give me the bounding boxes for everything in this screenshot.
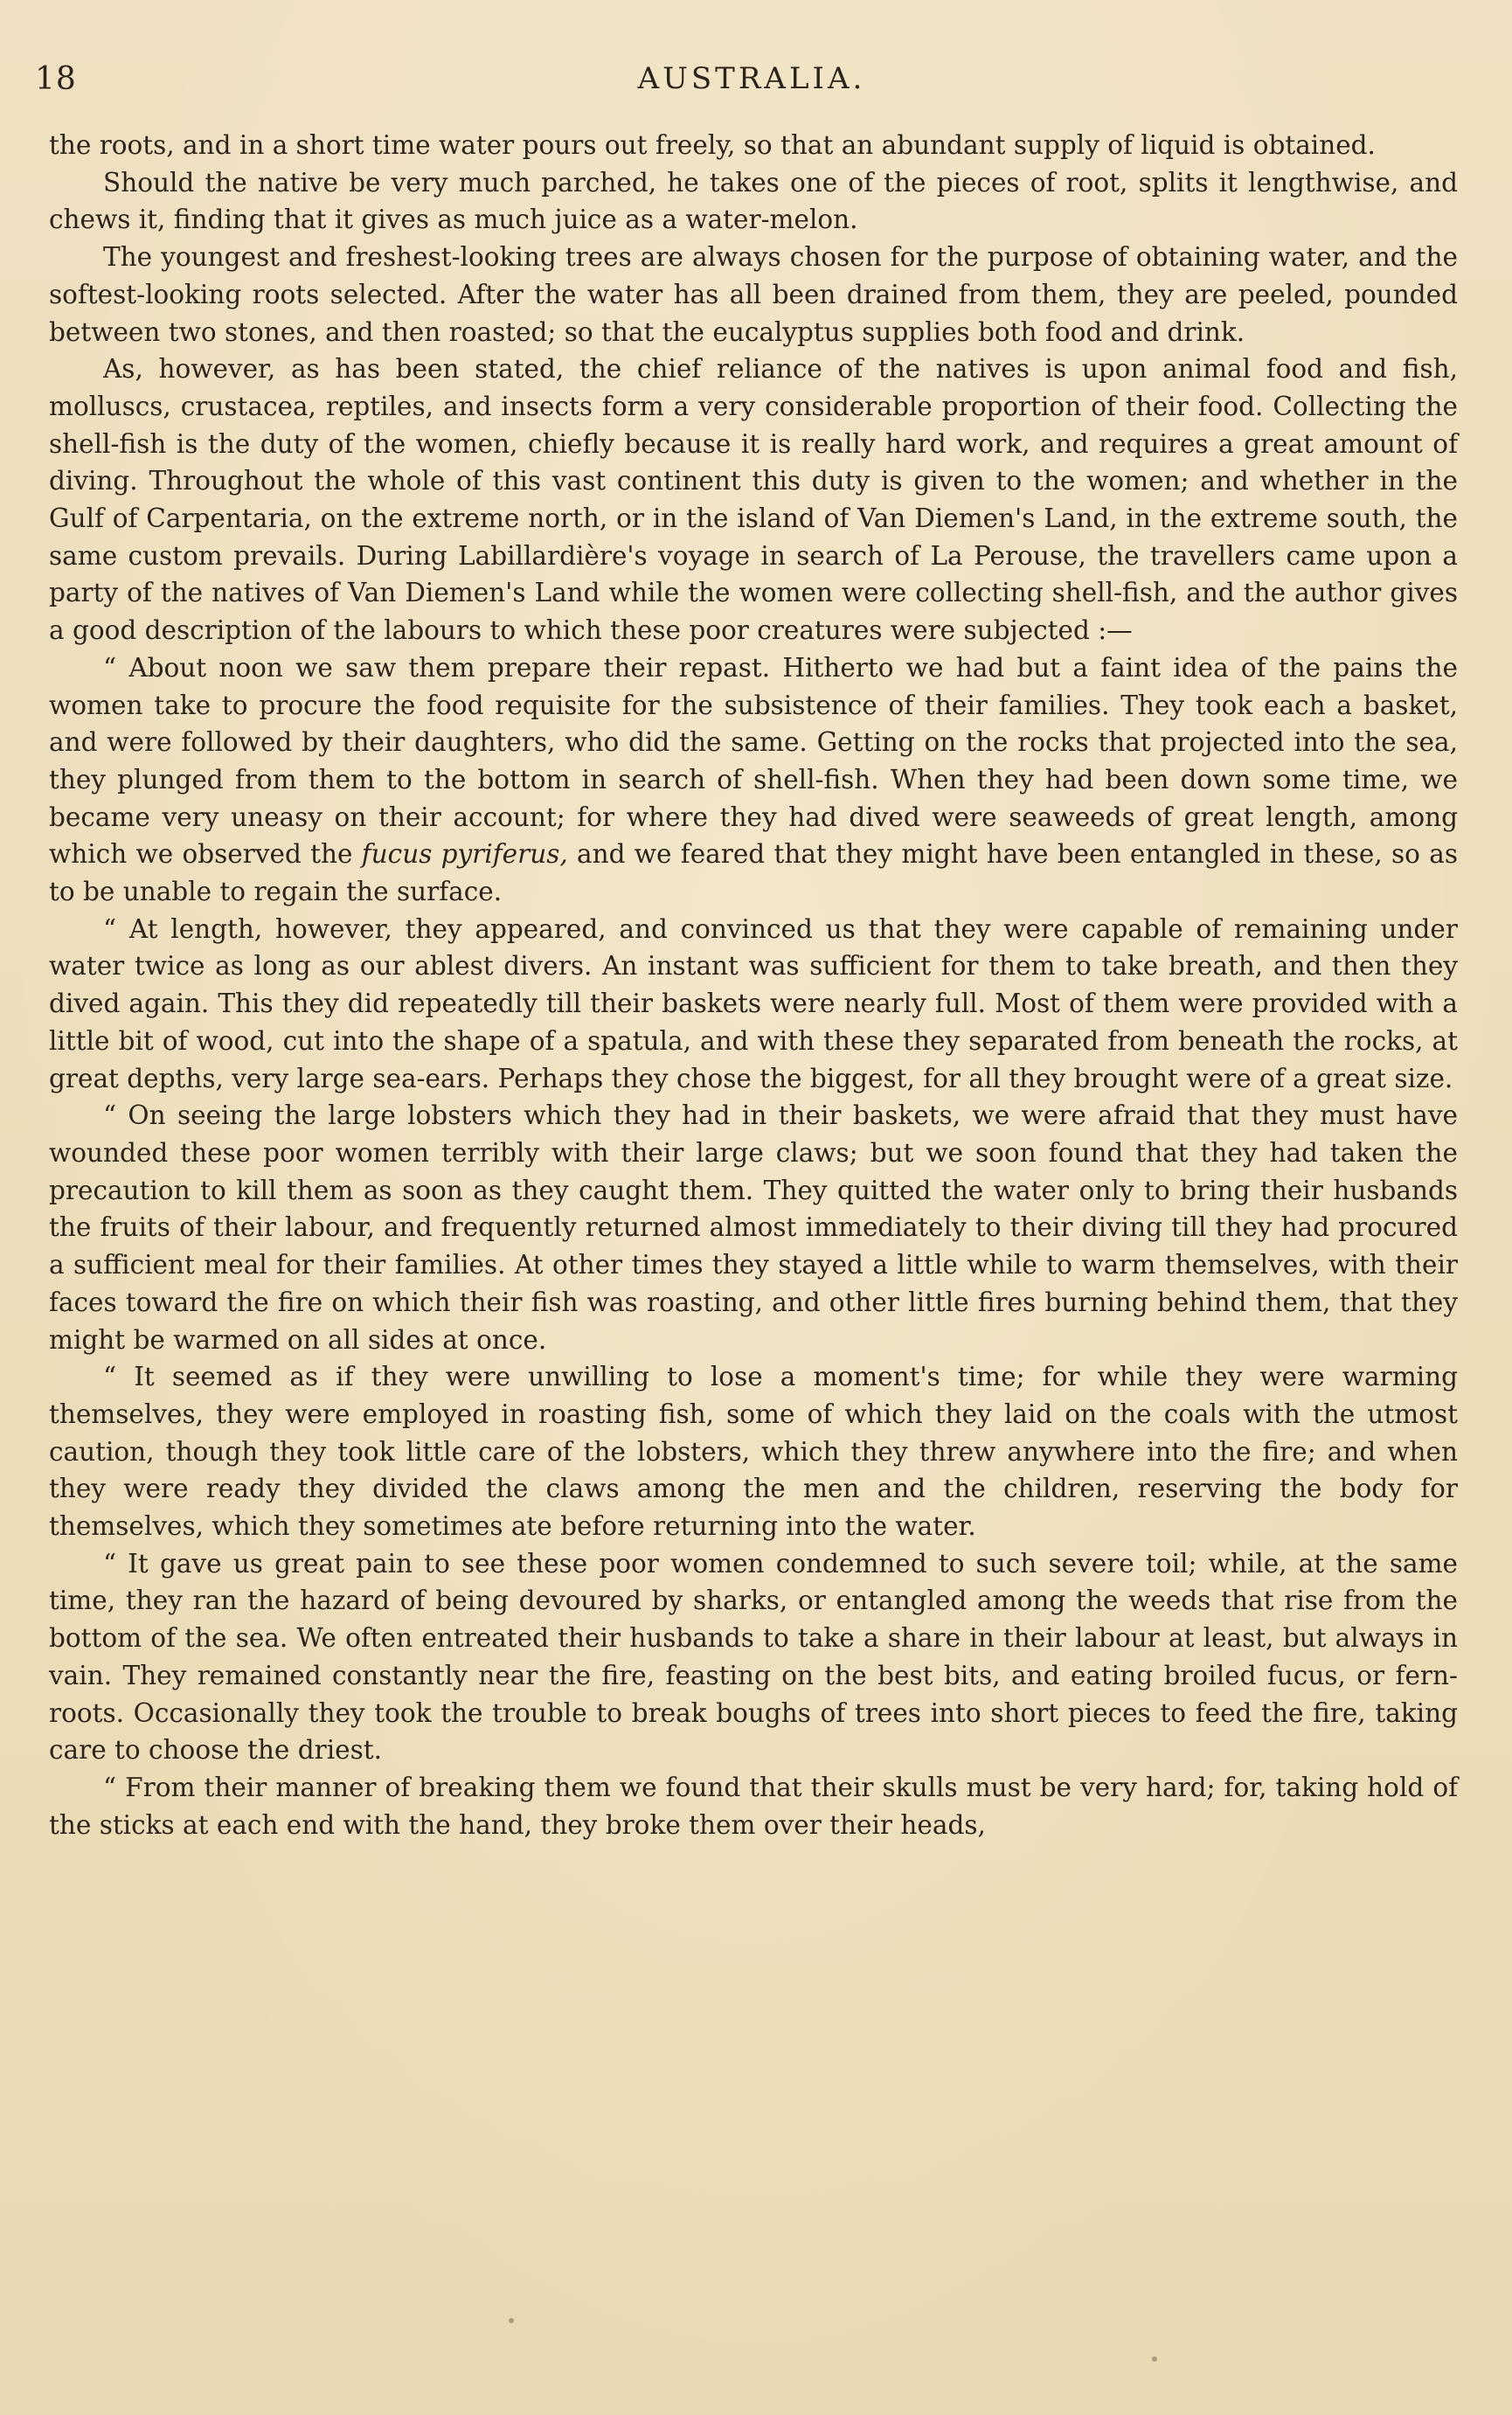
- running-title: AUSTRALIA.: [637, 61, 866, 96]
- species-name: fucus pyriferus,: [361, 839, 568, 870]
- quoted-paragraph: “ It gave us great pain to see these poor women condemned to such severe toil; while, at the same time, they ran the hazard of being devoured by sharks, or entangled among the weeds that rise from the bottom of the sea. We often entreated their husbands to take a share in their labour at least, but always in vain. They remained constantly near the fire, feasting on the best bits, and eating broiled fucus, or fern-roots. Occasionally they took the trouble to break boughs of trees into short pieces to feed the fire, taking care to choose the driest.: [49, 1548, 1458, 1766]
- paragraph: As, however, as has been stated, the chief reliance of the natives is upon animal food and fish, molluscs, crustacea, reptiles, and insects form a very considerable proportion of their food. Collecting the shell-fish is the duty of the women, chiefly because it is really hard work, and requires a great amount of diving. Throughout the whole of this vast continent this duty is given to the women; and whether in the Gulf of Carpentaria, on the extreme north, or in the island of Van Diemen's Land, in the extreme south, the same custom prevails. During Labillardière's voyage in search of La Perouse, the travellers came upon a party of the natives of Van Diemen's Land while the women were collecting shell-fish, and the author gives a good description of the labours to which these poor creatures were subjected :—: [49, 354, 1458, 646]
- quoted-paragraph: “ It seemed as if they were unwilling to lose a moment's time; for while they were warming themselves, they were employed in roasting fish, some of which they laid on the coals with the utmost caution, though they took little care of the lobsters, which they threw anywhere into the fire; and when they were ready they divided the claws among the men and the children, reserving the body for themselves, which they sometimes ate before returning into the water.: [49, 1362, 1458, 1542]
- paper-speck: [509, 2318, 514, 2323]
- quoted-paragraph: “ From their manner of breaking them we found that their skulls must be very hard; for, taking hold of the sticks at each end with the hand, they broke them over their heads,: [49, 1772, 1458, 1840]
- paragraph: Should the native be very much parched, he takes one of the pieces of root, splits it lengthwise, and chews it, finding that it gives as much juice as a water-melon.: [49, 167, 1458, 235]
- quoted-paragraph: “ At length, however, they appeared, and convinced us that they were capable of remaining under water twice as long as our ablest divers. An instant was sufficient for them to take breath, and then they dived again. This they did repeatedly till their baskets were nearly full. Most of them were provided with a little bit of wood, cut into the shape of a spatula, and with these they separated from beneath the rocks, at great depths, very large sea-ears. Perhaps they chose the biggest, for all they brought were of a great size.: [49, 913, 1458, 1093]
- quoted-paragraph: “ On seeing the large lobsters which they had in their baskets, we were afraid that they must have wounded these poor women terribly with their large claws; but we soon found that they had taken the precaution to kill them as soon as they caught them. They quitted the water only to bring their husbands the fruits of their labour, and frequently returned almost immediately to their diving till they had procured a sufficient meal for their families. At other times they stayed a little while to warm themselves, with their faces toward the fire on which their fish was roasting, and other little fires burning behind them, that they might be warmed on all sides at once.: [49, 1100, 1458, 1355]
- body-text: [49, 127, 1458, 1843]
- quoted-paragraph: [49, 649, 1458, 911]
- page-number: 18: [35, 61, 77, 97]
- paragraph: The youngest and freshest-looking trees are always chosen for the purpose of obtaining water, and the softest-looking roots selected. After the water has all been drained from them, they are peeled, pounded between two stones, and then roasted; so that the eucalyptus supplies both food and drink.: [49, 242, 1458, 347]
- paragraph-continuation: the roots, and in a short time water pours out freely, so that an abundant supply of liquid is obtained.: [49, 130, 1376, 160]
- quote-text: “ About noon we saw them prepare their repast. Hitherto we had but a faint idea of the pains the women take to procure the food requisite for the subsistence of their families. They took each a basket, and were followed by their daughters, who did the same. Getting on the rocks that projected into the sea, they plunged from them to the bottom in search of shell-fish. When they had been down some time, we became very uneasy on their account; for where they had dived were seaweeds of great length, among which we observed the: [49, 652, 1458, 870]
- paper-speck: [1152, 2356, 1157, 2362]
- page-header: [35, 61, 1468, 114]
- quote-text: and we feared that they might have been entangled in these, so as to be unable to regain the surface.: [49, 839, 1458, 907]
